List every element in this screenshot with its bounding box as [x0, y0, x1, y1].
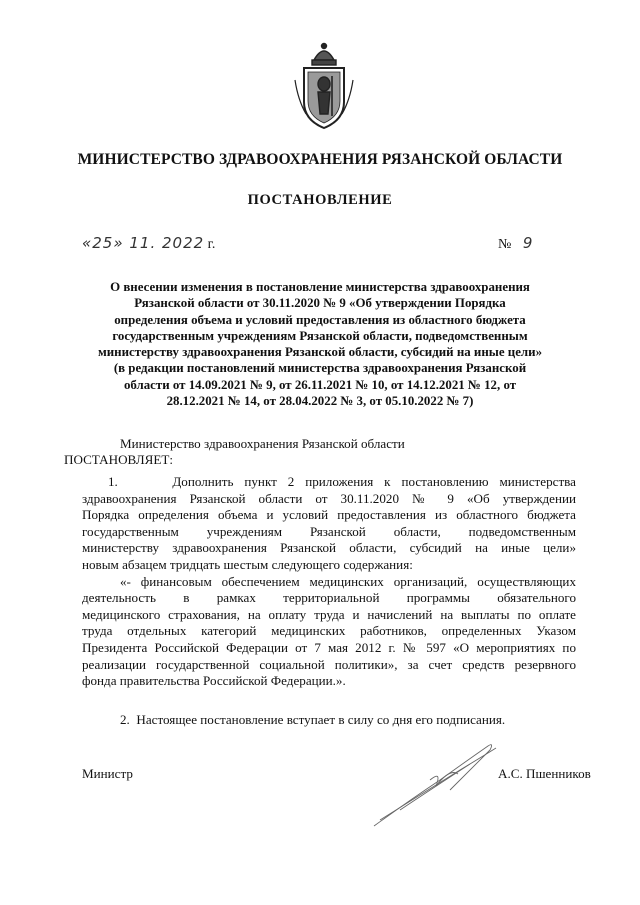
number-label: № [498, 237, 512, 252]
date-suffix: г. [207, 237, 216, 252]
document-type: ПОСТАНОВЛЕНИЕ [247, 192, 393, 208]
p1-line: государственным учреждениям Рязанской области, подведомственным [82, 523, 576, 539]
signatory-position: Министр [82, 766, 133, 781]
p1-line: министерству здравоохранения Рязанской области, субсидий на иные цели» [82, 540, 576, 556]
p1-line: Порядка определения объема и условий предоставления из областного бюджета [82, 507, 576, 523]
document-number [498, 234, 532, 253]
subject-line: государственным учреждениям Рязанской области, подведомственным [112, 328, 528, 343]
p1-line: Президента Российской Федерации от 7 мая 2012 г. № 597 «О мероприятиях по [82, 639, 576, 655]
document-date [82, 234, 215, 253]
p2-line: 2. Настоящее постановление вступает в силу со дня его подписания. [120, 712, 506, 727]
subject-line: определения объема и условий предоставления из областного бюджета [114, 312, 526, 327]
intro-paragraph [82, 436, 576, 453]
p1-line: деятельность в рамках территориальной программы обязательного [82, 590, 576, 606]
handwritten-signature [370, 740, 500, 830]
intro-line: Министерство здравоохранения Рязанской области [120, 436, 405, 451]
subject-line: Рязанской области от 30.11.2020 № 9 «Об утверждении Порядка [134, 296, 506, 311]
subject-line: области от 14.09.2021 № 9, от 26.11.2021 № 10, от 14.12.2021 № 12, от [123, 377, 517, 392]
subject-line: министерству здравоохранения Рязанской области, субсидий на иные цели» [97, 345, 543, 360]
number-handwritten: 9 [522, 234, 533, 252]
signatory-name: А.С. Пшенников [498, 766, 591, 781]
p1-line: «- финансовым обеспечением медицинских организаций, осуществляющих [120, 573, 576, 589]
paragraph-2 [82, 712, 576, 729]
paragraph-1 [82, 474, 576, 690]
p1-line: реализации государственной социальной политики», за счет средств резервного [82, 656, 576, 672]
p1-line: здравоохранения Рязанской области от 30.11.2020 № 9 «Об утверждении [82, 490, 576, 506]
resolves-line: ПОСТАНОВЛЯЕТ: [64, 452, 174, 467]
p1-line: фонда правительства Российской Федерации.». [82, 673, 346, 689]
p1-line: труда отдельных категорий медицинских работников, определенных Указом [82, 623, 576, 639]
subject-line: О внесении изменения в постановление министерства здравоохранения [110, 280, 530, 294]
ministry-title: МИНИСТЕРСТВО ЗДРАВООХРАНЕНИЯ РЯЗАНСКОЙ ОБЛАСТИ [77, 151, 563, 168]
subject-line: 28.12.2021 № 14, от 28.04.2022 № 3, от 05.10.2022 № 7) [166, 394, 474, 409]
p1-line: новым абзацем тридцать шестым следующего содержания: [82, 556, 413, 572]
resolves-heading [64, 452, 558, 469]
ryazan-coat-of-arms-icon [292, 40, 356, 132]
p1-line: медицинского страхования, на оплату труда и начислений на выплаты по оплате [82, 606, 576, 622]
subject-line: (в редакции постановлений министерства здравоохранения Рязанской [113, 361, 527, 376]
p1-line: 1. Дополнить пункт 2 приложения к постановлению министерства [108, 474, 576, 489]
date-handwritten: «25» 11. 2022 [82, 234, 205, 252]
document-subject [72, 279, 568, 409]
